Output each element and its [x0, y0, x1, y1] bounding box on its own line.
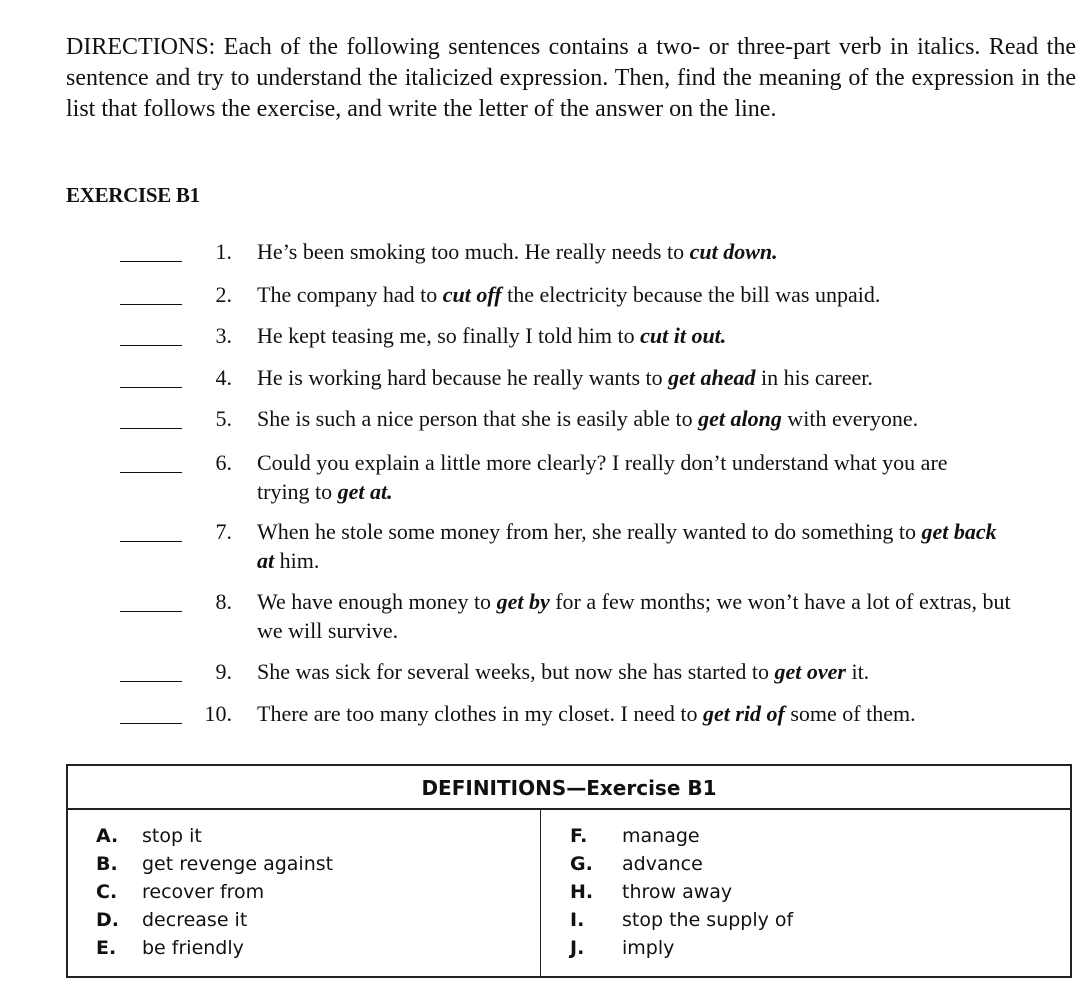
answer-line[interactable]	[120, 428, 182, 429]
definition-text: stop it	[142, 825, 202, 847]
definition-letter: G.	[570, 853, 593, 875]
definition-text: recover from	[142, 881, 265, 903]
definition-text: advance	[622, 853, 703, 875]
column-divider	[540, 810, 541, 976]
definition-letter: B.	[96, 853, 118, 875]
item-number: 8.	[215, 589, 232, 614]
item-number: 3.	[215, 323, 232, 348]
item-sentence: He is working hard because he really wants to get ahead in his career.	[257, 365, 873, 390]
answer-line[interactable]	[120, 472, 182, 473]
definition-letter: I.	[570, 909, 585, 931]
item-number: 4.	[215, 365, 232, 390]
answer-line[interactable]	[120, 681, 182, 682]
definitions-box	[66, 764, 1072, 978]
answer-line[interactable]	[120, 387, 182, 388]
item-number: 5.	[215, 406, 232, 431]
item-sentence: She is such a nice person that she is easily able to get along with everyone.	[257, 406, 919, 431]
item-number: 9.	[215, 659, 232, 684]
verb-expression: cut it out.	[640, 323, 727, 348]
answer-line[interactable]	[120, 541, 182, 542]
answer-line[interactable]	[120, 611, 182, 612]
answer-line[interactable]	[120, 261, 182, 262]
item-sentence: The company had to cut off the electricity because the bill was unpaid.	[257, 282, 881, 307]
definition-text: throw away	[622, 881, 733, 903]
item-number: 7.	[215, 519, 232, 544]
item-sentence: There are too many clothes in my closet. I need to get rid of some of them.	[257, 701, 916, 726]
item-sentence: She was sick for several weeks, but now she has started to get over it.	[257, 659, 870, 684]
item-sentence: We have enough money to get by for a few months; we won’t have a lot of extras, but we will survive.	[257, 589, 1011, 643]
item-number: 6.	[215, 450, 232, 475]
definition-letter: F.	[570, 825, 588, 847]
definition-letter: C.	[96, 881, 118, 903]
item-number: 10.	[204, 701, 232, 726]
item-sentence: When he stole some money from her, she really wanted to do something to get back at him.	[257, 519, 997, 573]
verb-expression: get by	[496, 589, 550, 614]
definitions-title: DEFINITIONS—Exercise B1	[68, 766, 1070, 810]
definition-text: stop the supply of	[622, 909, 794, 931]
exercise-title: EXERCISE B1	[66, 183, 200, 207]
verb-expression: cut off	[442, 282, 502, 307]
definition-text: get revenge against	[142, 853, 334, 875]
definition-text: be friendly	[142, 937, 244, 959]
verb-expression: cut down.	[689, 239, 778, 264]
definition-letter: E.	[96, 937, 117, 959]
answer-line[interactable]	[120, 345, 182, 346]
verb-expression: get at.	[337, 479, 393, 504]
answer-line[interactable]	[120, 304, 182, 305]
answer-line[interactable]	[120, 723, 182, 724]
definition-letter: A.	[96, 825, 119, 847]
definition-text: decrease it	[142, 909, 248, 931]
item-number: 1.	[215, 239, 232, 264]
definition-text: manage	[622, 825, 700, 847]
definition-letter: H.	[570, 881, 594, 903]
definition-text: imply	[622, 937, 675, 959]
item-sentence: He kept teasing me, so finally I told him to cut it out.	[257, 323, 727, 348]
verb-expression: get ahead	[668, 365, 756, 390]
verb-expression: get rid of	[702, 701, 785, 726]
item-number: 2.	[215, 282, 232, 307]
verb-expression: get back at	[257, 519, 997, 573]
definition-letter: J.	[570, 937, 585, 959]
verb-expression: get over	[774, 659, 846, 684]
item-sentence: Could you explain a little more clearly? I really don’t understand what you are trying to get at.	[257, 450, 948, 504]
definition-letter: D.	[96, 909, 119, 931]
verb-expression: get along	[698, 406, 782, 431]
item-sentence: He’s been smoking too much. He really needs to cut down.	[257, 239, 778, 264]
directions-paragraph: DIRECTIONS: Each of the following sentences contains a two- or three-part verb in italics. Read the sentence and try to understand the italicized expression. Then, find the meaning of the expression in the list that follows the exercise, and write the letter of the answer on the line.	[66, 34, 1076, 122]
